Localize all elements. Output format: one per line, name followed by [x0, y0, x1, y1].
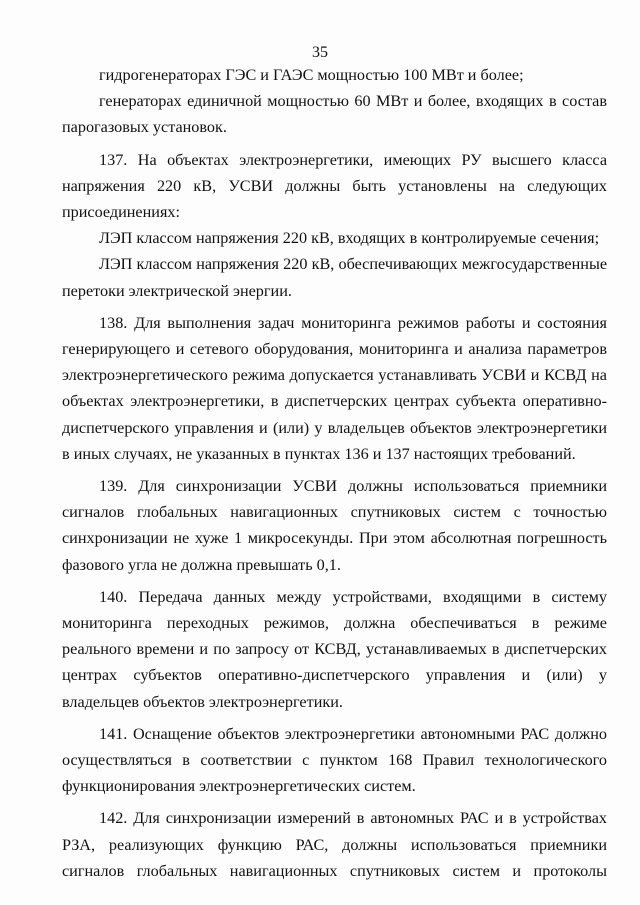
paragraph: 138. Для выполнения задач мониторинга режимов работы и состояния генерирующего и сетевого оборудования, мониторинга и анализа параметров электроэнергетического режима допускается устанавливать УСВИ и КСВД на объектах электроэнергетики, в диспетчерских центрах субъекта оперативно-диспетчерского управления и (или) у владельцев объектов электроэнергетики в иных случаях, не указанных в пунктах 136 и 137 настоящих требований.: [62, 313, 607, 463]
paragraph: 140. Передача данных между устройствами, входящими в систему мониторинга переходных режимов, должна обеспечиваться в режиме реального времени и по запросу от КСВД, устанавливаемых в диспетчерских центрах субъектов оперативно-диспетчерского управления и (или) у владельцев объектов электроэнергетики.: [62, 587, 607, 711]
paragraph: 141. Оснащение объектов электроэнергетики автономными РАС должно осуществляться в соответствии с пунктом 168 Правил технологического функционирования электроэнергетических систем.: [62, 724, 607, 796]
paragraph: 137. На объектах электроэнергетики, имеющих РУ высшего класса напряжения 220 кВ, УСВИ должны быть установлены на следующих присоединениях:: [62, 150, 607, 222]
page-number: 35: [312, 44, 328, 61]
paragraph: 142. Для синхронизации измерений в автономных РАС и в устройствах РЗА, реализующих функцию РАС, должны использоваться приемники сигналов глобальных навигационных спутниковых систем и протоколы: [62, 809, 607, 880]
paragraph: ЛЭП классом напряжения 220 кВ, обеспечивающих межгосударственные перетоки электрической энергии.: [62, 255, 607, 300]
document-body: [62, 62, 607, 884]
paragraph: 139. Для синхронизации УСВИ должны использоваться приемники сигналов глобальных навигационных спутниковых систем с точностью синхронизации не хуже 1 микросекунды. При этом абсолютная погрешность фазового угла не должна превышать 0,1.: [62, 477, 607, 574]
paragraph: генераторах единичной мощностью 60 МВт и более, входящих в состав парогазовых установок.: [62, 92, 607, 137]
paragraph: гидрогенераторах ГЭС и ГАЭС мощностью 100 МВт и более;: [99, 66, 524, 84]
paragraph: ЛЭП классом напряжения 220 кВ, входящих в контролируемые сечения;: [99, 229, 600, 248]
